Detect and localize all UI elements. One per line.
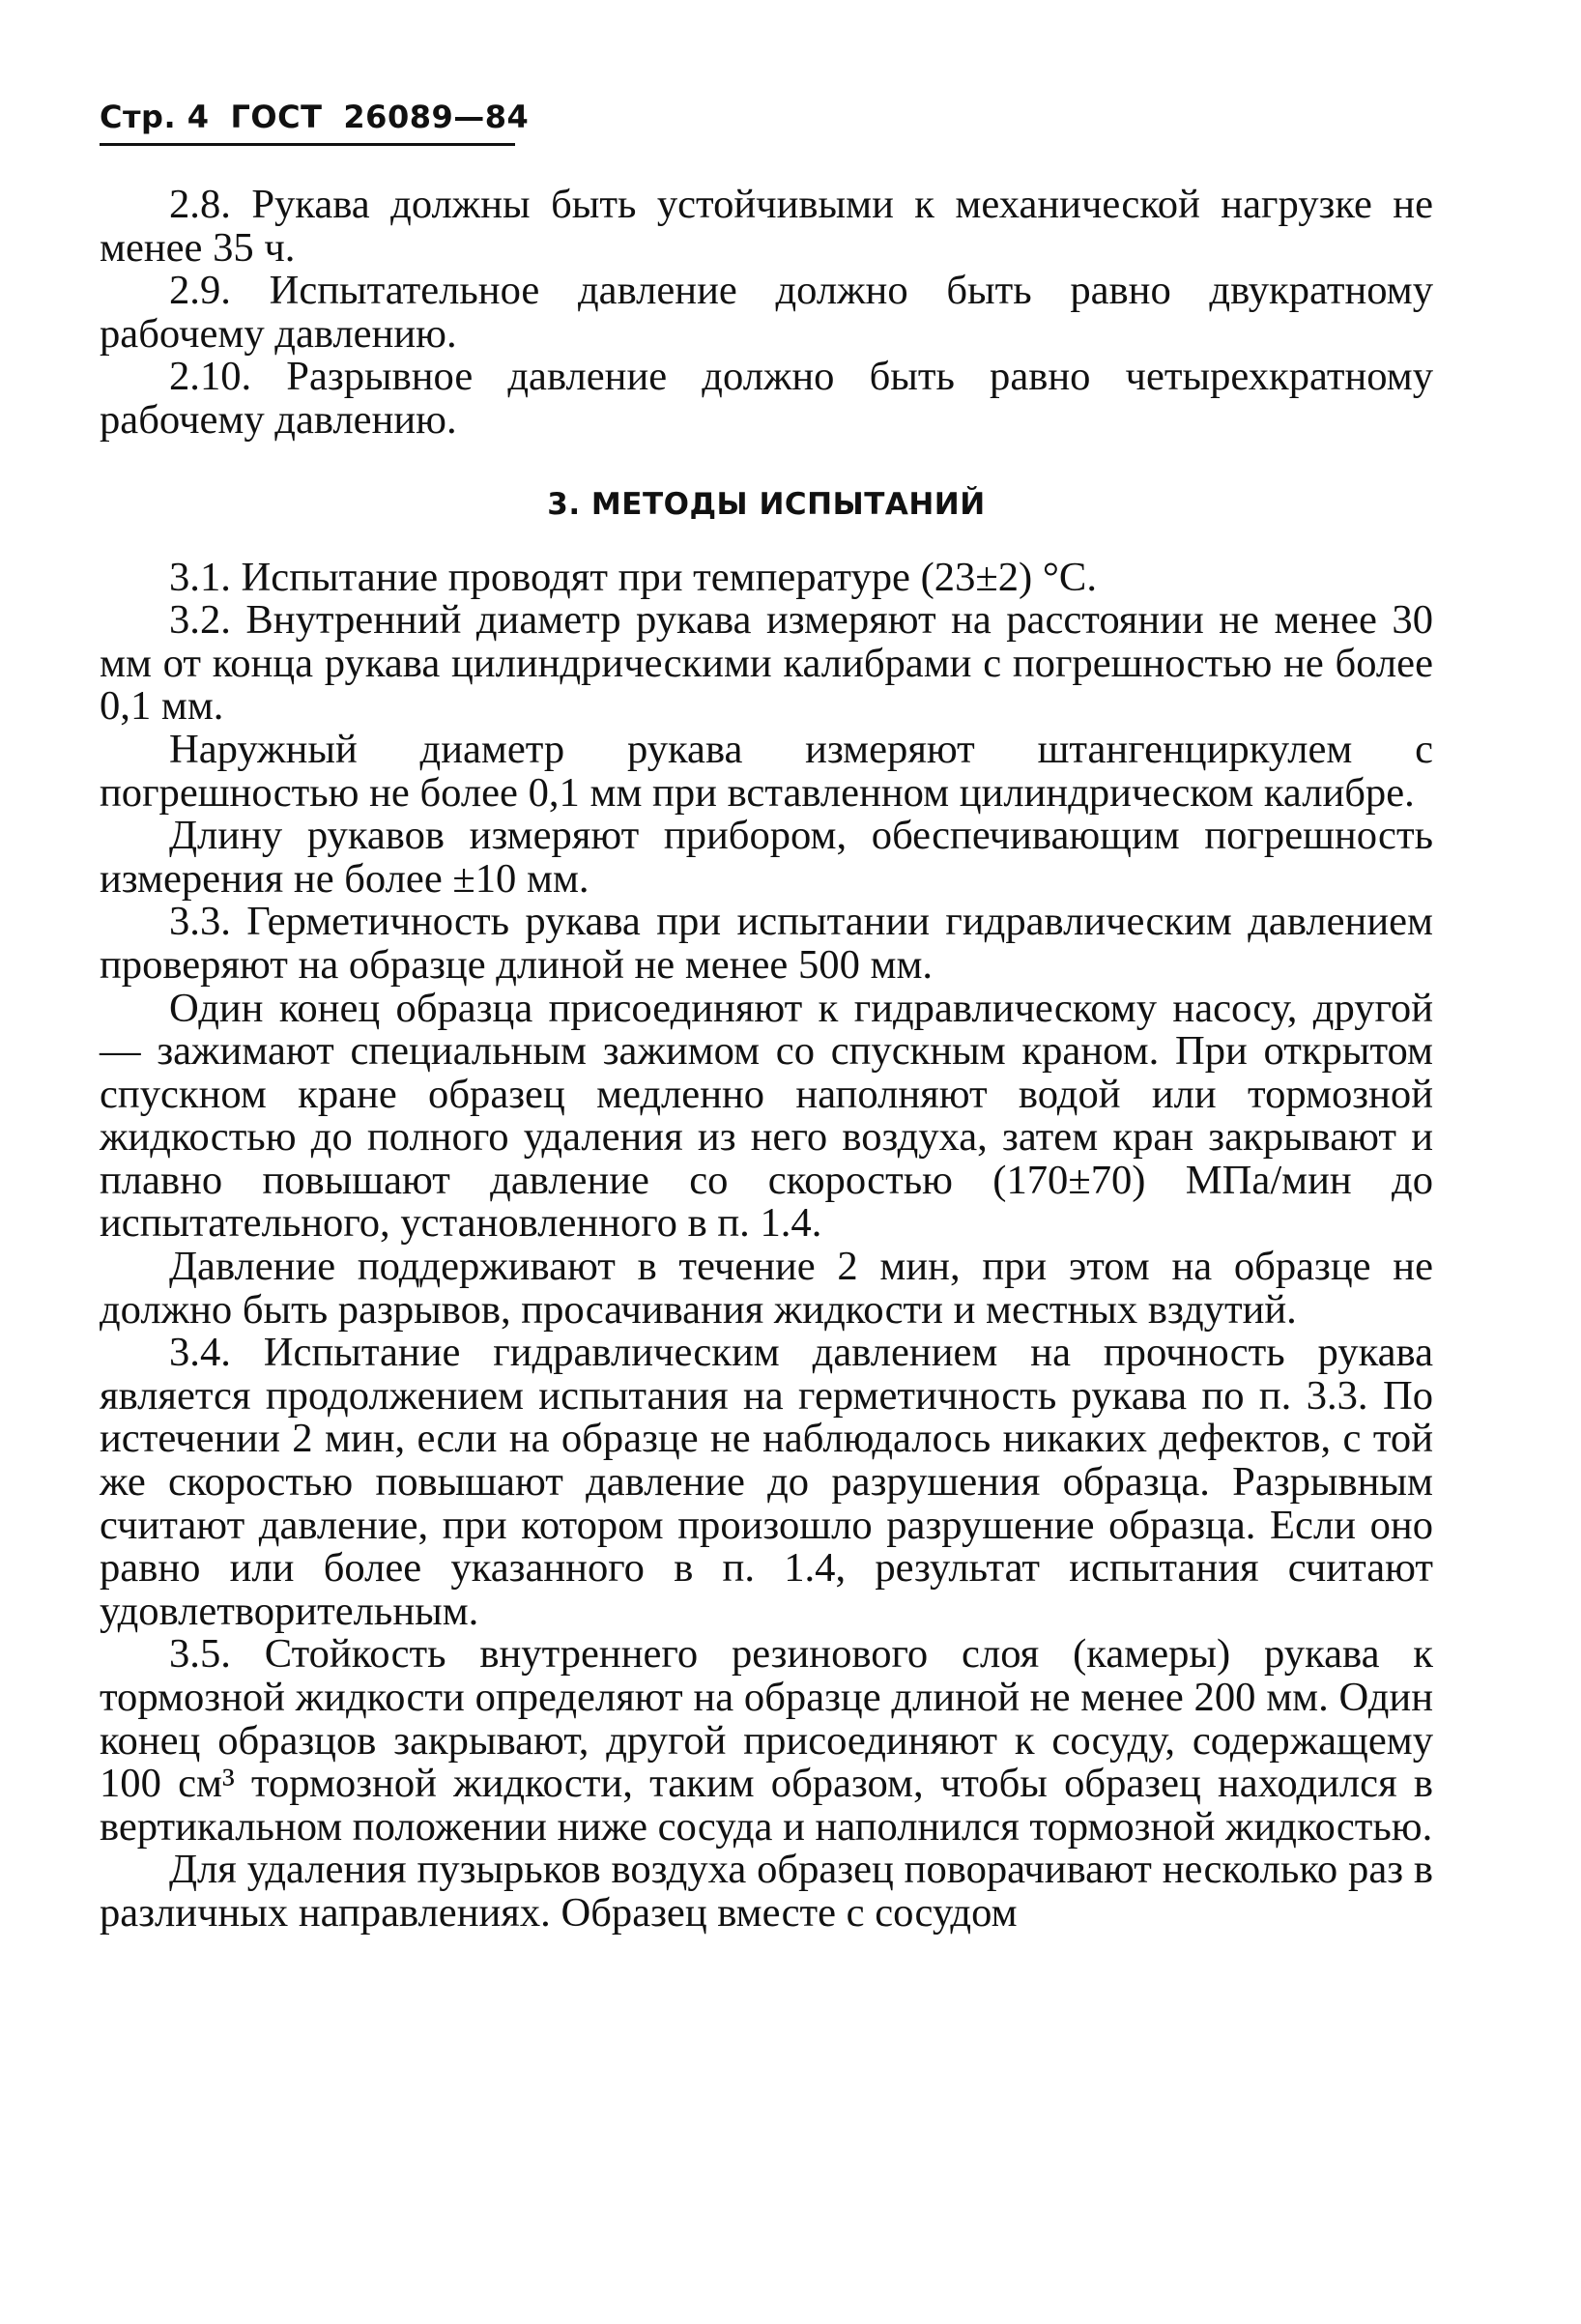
paragraph-procedure: Один конец образца присоединяют к гидравлическому насосу, другой — зажимают специальным зажимом со спускным краном. При открытом спускном кране образец медленно наполняют водой или тормозной жидкостью до полного удаления из него воздуха, затем кран закрывают и плавно повышают давление со скоростью (170±70) МПа/мин до испытательного, установленного в п. 1.4.: [100, 985, 1433, 1247]
page-label: Стр. 4: [100, 99, 210, 135]
header-rule: [100, 143, 515, 146]
clause-3-3: 3.3. Герметичность рукава при испытании гидравлическим давлением проверяют на образце длиной не менее 500 мм.: [100, 899, 1433, 988]
clause-3-4: 3.4. Испытание гидравлическим давлением на прочность рукава является продолжением испытания на герметичность рукава по п. 3.3. По истечении 2 мин, если на образце не наблюдалось никаких дефектов, с той же скоростью повышают давление до разрушения образца. Разрывным считают давление, при котором произошло разрушение образца. Если оно равно или более указанного в п. 1.4, результат испытания считают удовлетворительным.: [100, 1330, 1433, 1634]
clause-2-8: 2.8. Рукава должны быть устойчивыми к механической нагрузке не менее 35 ч.: [100, 182, 1433, 271]
paragraph-outer-diameter: Наружный диаметр рукава измеряют штангенциркулем с погрешностью не более 0,1 мм при вставленном цилиндрическом калибре.: [100, 726, 1433, 816]
body-text: [100, 184, 1433, 1936]
running-header: [100, 99, 550, 135]
paragraph-pressure-hold: Давление поддерживают в течение 2 мин, при этом на образце не должно быть разрывов, просачивания жидкости и местных вздутий.: [100, 1244, 1433, 1333]
clause-2-9: 2.9. Испытательное давление должно быть равно двукратному рабочему давлению.: [100, 268, 1433, 357]
standard-number: 26089—84: [343, 99, 530, 135]
clause-2-10: 2.10. Разрывное давление должно быть равно четырехкратному рабочему давлению.: [100, 354, 1433, 443]
paragraph-bubbles: Для удаления пузырьков воздуха образец поворачивают несколько раз в различных направлениях. Образец вместе с сосудом: [100, 1847, 1433, 1936]
clause-3-2: 3.2. Внутренний диаметр рукава измеряют на расстоянии не менее 30 мм от конца рукава цилиндрическими калибрами с погрешностью не более 0,1 мм.: [100, 597, 1433, 730]
section-heading: 3. МЕТОДЫ ИСПЫТАНИЙ: [547, 486, 986, 522]
clause-3-1: 3.1. Испытание проводят при температуре (23±2) °С.: [169, 554, 1097, 600]
clause-3-5: 3.5. Стойкость внутреннего резинового слоя (камеры) рукава к тормозной жидкости определяют на образце длиной не менее 200 мм. Один конец образцов закрывают, другой присоединяют к сосуду, содержащему 100 см³ тормозной жидкости, таким образом, чтобы образец находился в вертикальном положении ниже сосуда и наполнился тормозной жидкостью.: [100, 1631, 1433, 1850]
paragraph-length: Длину рукавов измеряют прибором, обеспечивающим погрешность измерения не более ±10 мм.: [100, 813, 1433, 902]
standard-label: ГОСТ: [230, 99, 323, 135]
